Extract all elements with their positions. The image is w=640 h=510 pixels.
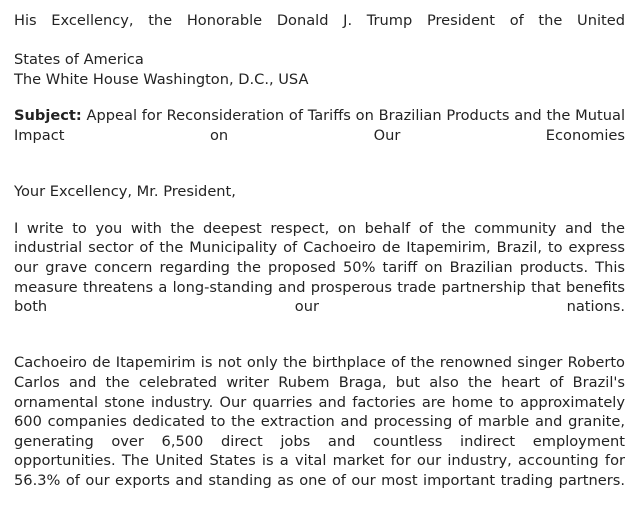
body-paragraph-1: I write to you with the deepest respect, on behalf of the community and the industrial sector of the Municipality of Cachoeiro de Itapemirim, Brazil, to express our grave concern regarding the proposed 50% tariff on Brazilian products. This measure threatens a long-standing and prosperous trade partnership that benefits both our nations.: [14, 219, 625, 316]
recipient-line-2: States of America: [14, 51, 144, 69]
subject-label: Subject:: [14, 107, 82, 125]
spacer-after-recipient: [14, 89, 625, 106]
spacer-after-subject: [14, 165, 625, 182]
spacer-between-paragraphs: [14, 336, 625, 353]
subject-line: [14, 106, 625, 165]
spacer-after-salutation: [14, 202, 625, 219]
recipient-line-1: His Excellency, the Honorable Donald J. Trump President of the United: [14, 12, 625, 29]
salutation: Your Excellency, Mr. President,: [14, 183, 236, 201]
body-paragraph-2: Cachoeiro de Itapemirim is not only the birthplace of the renowned singer Roberto Carlos and the celebrated writer Rubem Braga, but also the heart of Brazil's ornamental stone industry. Our quarries and factories are home to approximately 600 companies dedicated to the extraction and processing of marble and granite, generating over 6,500 direct jobs and countless indirect employment opportunities. The United States is a vital market for our industry, accounting for 56.3% of our exports and standing as one of our most important trading partners.: [14, 354, 625, 489]
recipient-address-block: [14, 11, 625, 89]
recipient-line-3: The White House Washington, D.C., USA: [14, 70, 309, 88]
subject-text: Appeal for Reconsideration of Tariffs on Brazilian Products and the Mutual Impact on Our Economies: [14, 107, 625, 144]
